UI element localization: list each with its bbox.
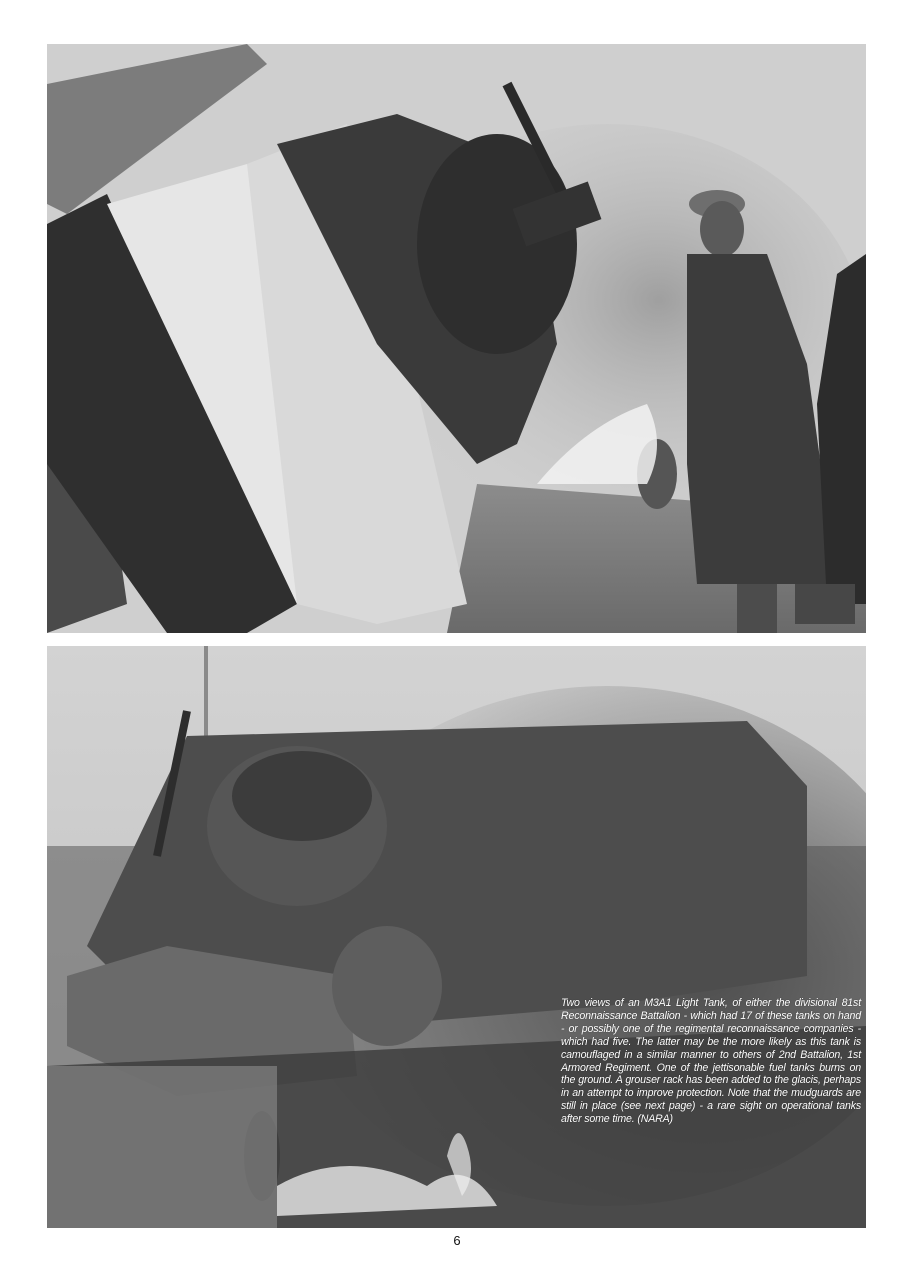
photo-caption: Two views of an M3A1 Light Tank, of either the divisional 81st Reconnaissance Battalion - which had 17 of these tanks on hand - or possibly one of the regimental reconnaissance companies - which had five. The latter may be the more likely as this tank is camouflaged in a similar manner to others of 2nd Battalion, 1st Armored Regiment. One of the jettisonable fuel tanks burns on the ground. A grouser rack has been added to the glacis, perhaps in an attempt to improve protection. Note that the mudguards are still in place (see next page) - a rare sight on operational tanks after some time. (NARA) [561, 997, 861, 1126]
page-number: 6 [453, 1233, 461, 1248]
overturned-tank-image [47, 44, 866, 633]
burning-tank-image [47, 646, 866, 1228]
top-photograph [47, 44, 866, 633]
bottom-photograph [47, 646, 866, 1228]
